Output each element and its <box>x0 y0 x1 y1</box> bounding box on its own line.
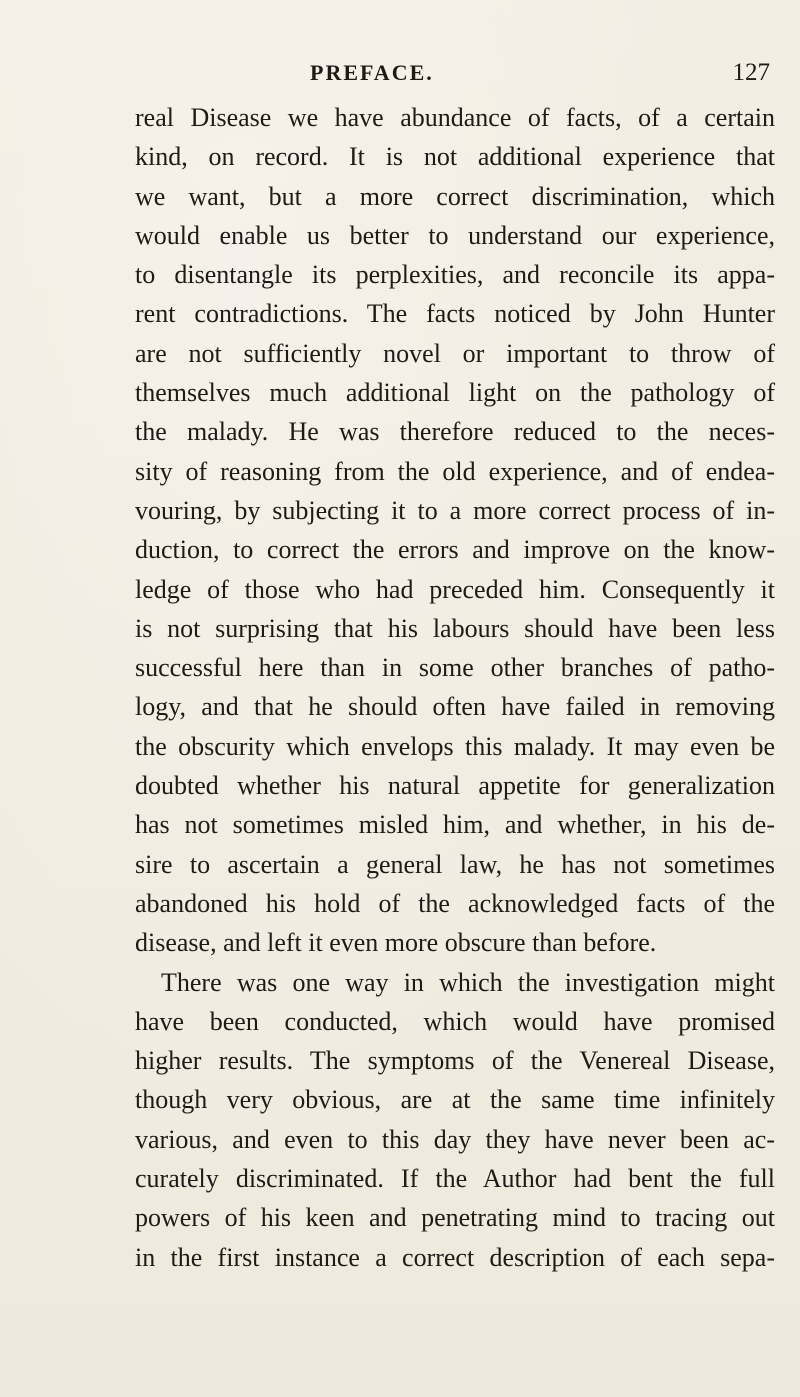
text-line: curately discriminated. If the Author had bent the full <box>135 1164 775 1194</box>
text-line: vouring, by subjecting it to a more correct process of in- <box>135 495 775 525</box>
text-line: duction, to correct the errors and improve on the know- <box>135 535 775 565</box>
text-line: to disentangle its perplexities, and reconcile its appa- <box>135 260 775 290</box>
text-line: are not sufficiently novel or important to throw of <box>135 338 775 368</box>
text-line: sity of reasoning from the old experience, and of endea- <box>135 456 775 486</box>
text-line: doubted whether his natural appetite for generalization <box>135 771 775 801</box>
text-line: logy, and that he should often have failed in removing <box>135 692 775 722</box>
text-line: real Disease we have abundance of facts, of a certain <box>135 103 775 132</box>
text-line: we want, but a more correct discrimination, which <box>135 181 775 211</box>
text-line: rent contradictions. The facts noticed by John Hunter <box>135 299 775 329</box>
text-line: powers of his keen and penetrating mind to tracing out <box>135 1203 775 1233</box>
body-text <box>135 98 775 1277</box>
text-line: various, and even to this day they have never been ac- <box>135 1124 775 1154</box>
text-line: successful here than in some other branches of patho- <box>135 653 775 683</box>
text-line: sire to ascertain a general law, he has not sometimes <box>135 849 775 879</box>
running-title: PREFACE. <box>310 60 434 85</box>
text-line: would enable us better to understand our experience, <box>135 220 775 250</box>
paragraph-end-line: disease, and left it even more obscure than before. <box>135 928 657 958</box>
paragraph-start-line: There was one way in which the investigation might <box>161 967 775 997</box>
text-line: in the first instance a correct description of each sepa- <box>135 1242 775 1272</box>
text-line: higher results. The symptoms of the Venereal Disease, <box>135 1046 775 1076</box>
text-line: have been conducted, which would have promised <box>135 1006 775 1036</box>
text-line: the malady. He was therefore reduced to the neces- <box>135 417 775 447</box>
text-line: has not sometimes misled him, and whether, in his de- <box>135 810 775 840</box>
text-line: is not surprising that his labours should have been less <box>135 613 775 643</box>
page-number: 127 <box>732 59 770 86</box>
running-head <box>150 58 790 88</box>
text-line: ledge of those who had preceded him. Consequently it <box>135 574 775 604</box>
text-line: kind, on record. It is not additional experience that <box>135 142 775 172</box>
text-line: abandoned his hold of the acknowledged facts of the <box>135 888 775 918</box>
text-line: themselves much additional light on the pathology of <box>135 378 775 408</box>
text-line: though very obvious, are at the same time infinitely <box>135 1085 775 1115</box>
text-line: the obscurity which envelops this malady. It may even be <box>135 731 775 761</box>
